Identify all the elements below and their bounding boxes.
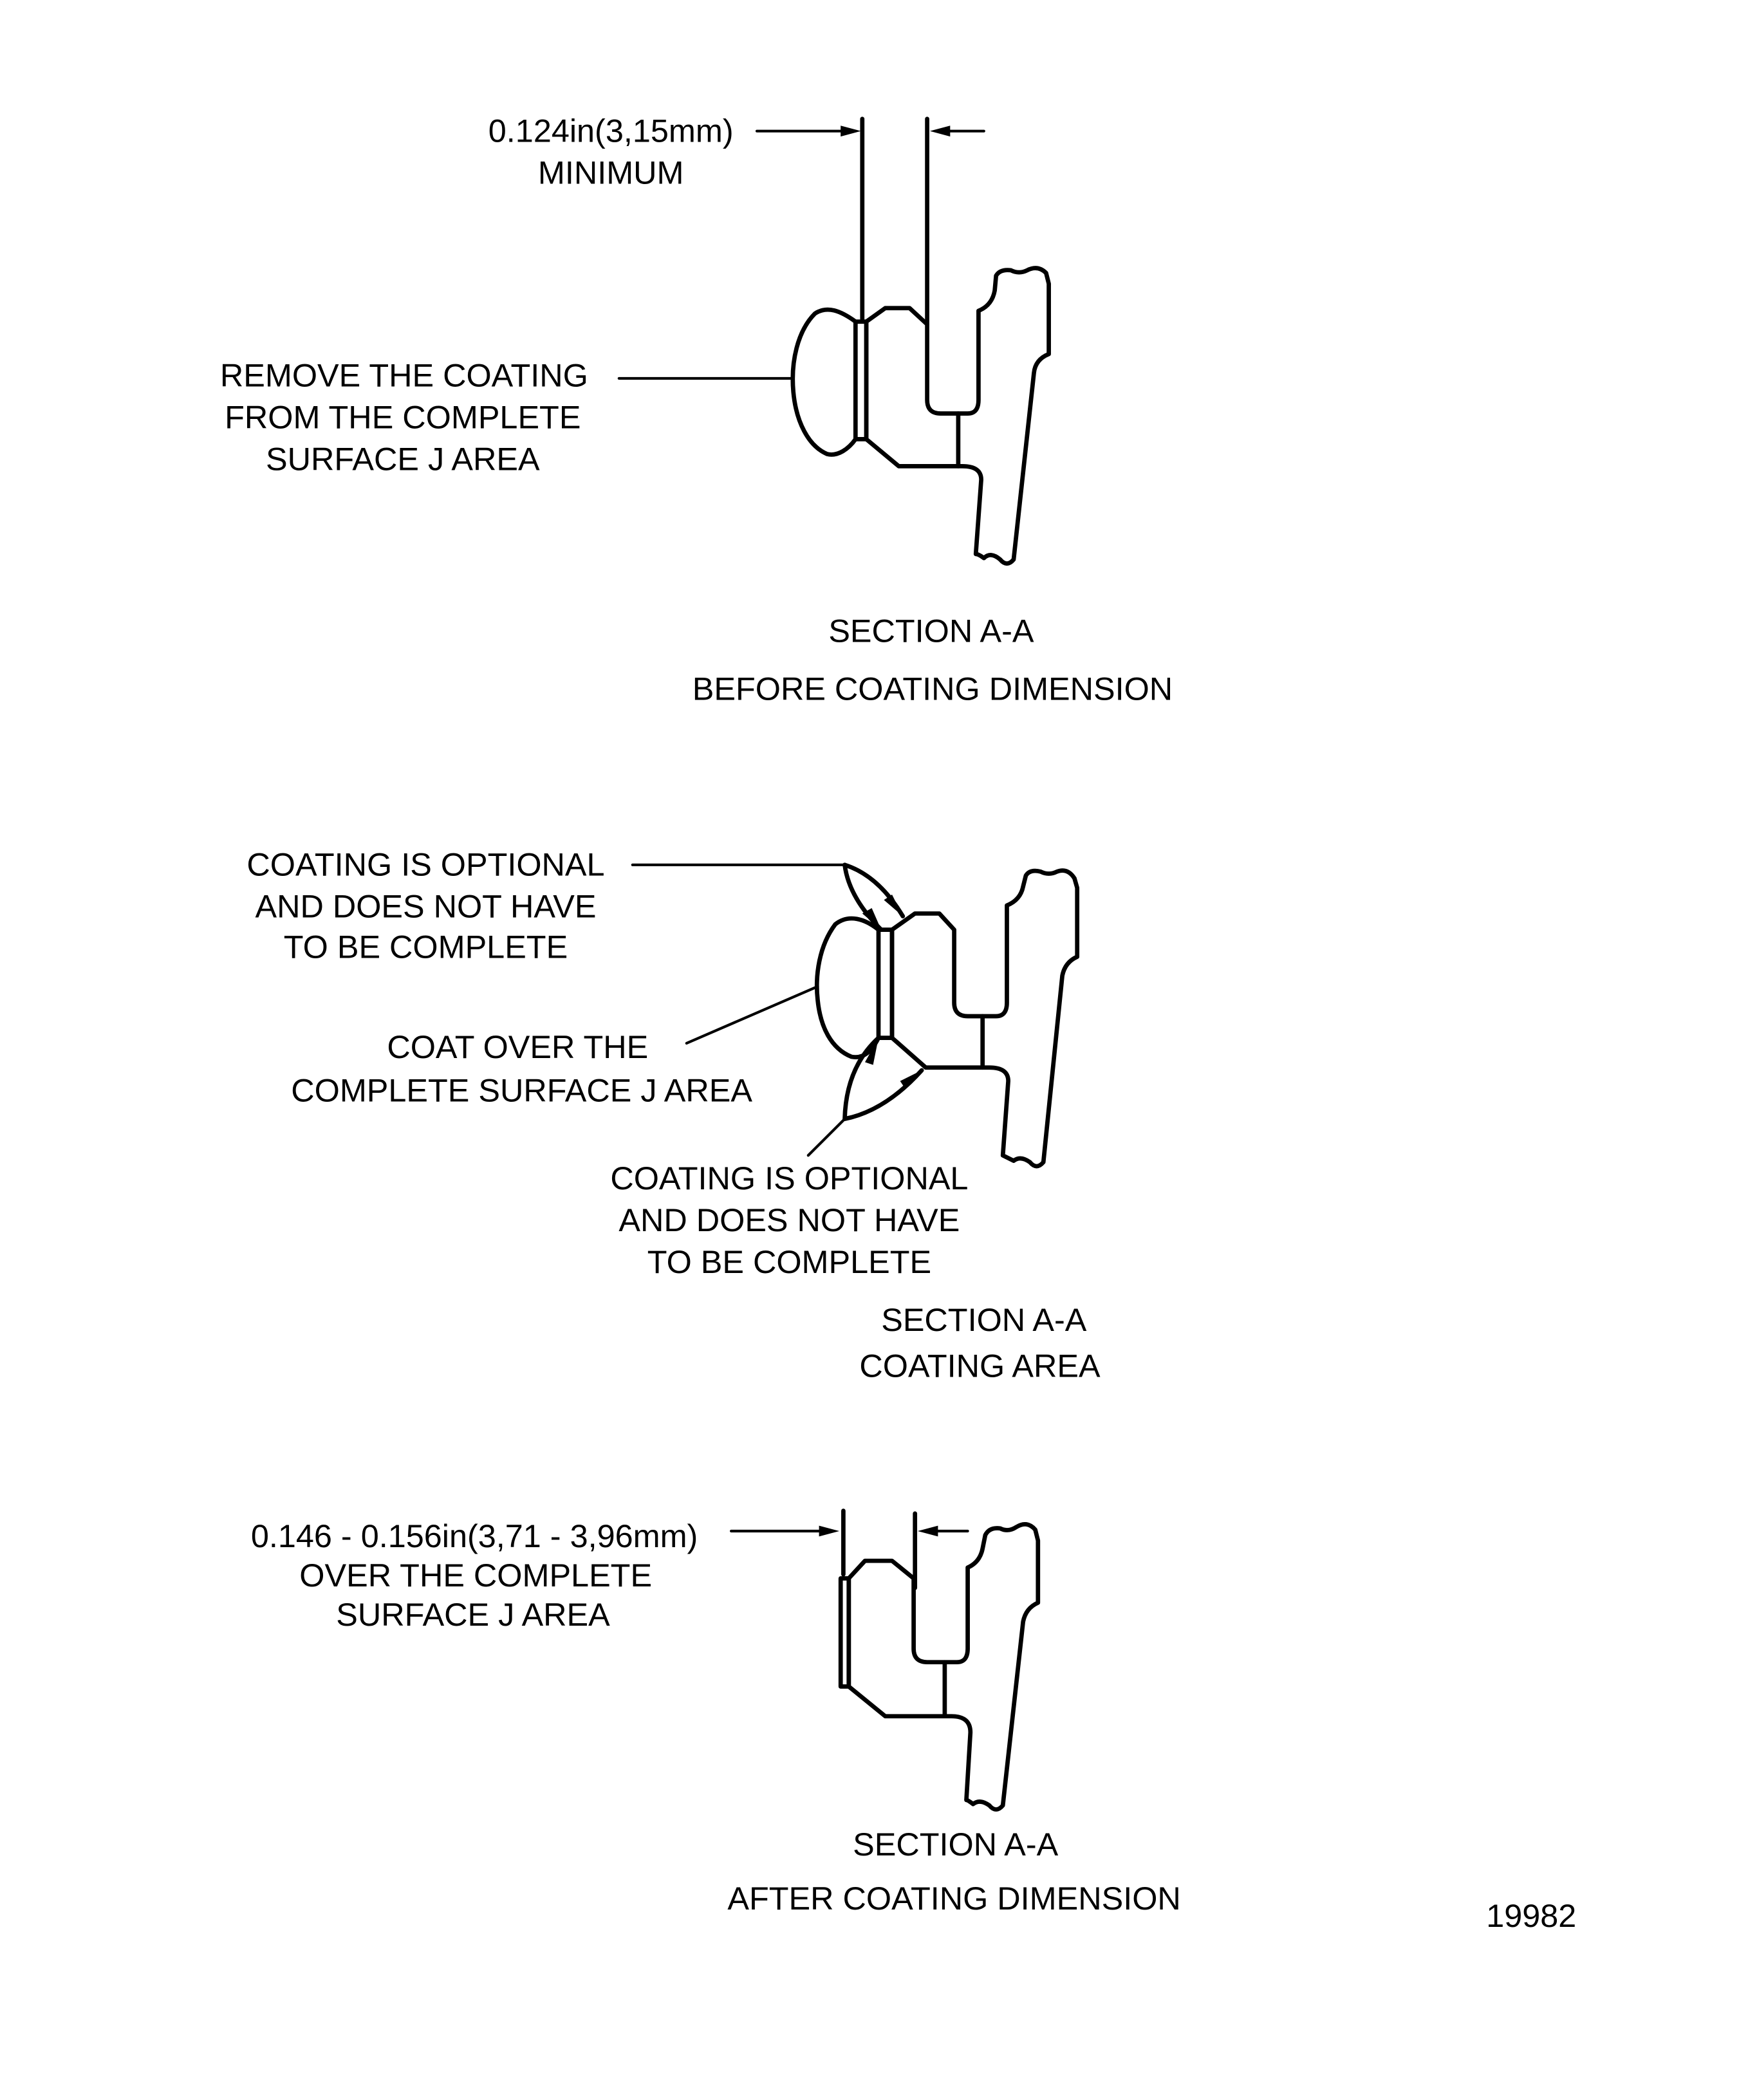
section-caption: SECTION A-A	[828, 612, 1034, 649]
callout-text: COAT OVER THE	[387, 1028, 649, 1066]
callout-text: TO BE COMPLETE	[647, 1243, 932, 1280]
dimension-label: 0.146 - 0.156in(3,71 - 3,96mm)	[250, 1518, 698, 1555]
callout-text: AND DOES NOT HAVE	[618, 1201, 960, 1238]
callout-text: REMOVE THE COATING	[219, 357, 588, 394]
callout-leader	[687, 987, 818, 1043]
section-caption: SECTION A-A	[881, 1301, 1087, 1339]
arrowhead-icon	[841, 125, 861, 136]
callout-leader	[808, 1119, 845, 1156]
callout-text: COATING IS OPTIONAL	[610, 1159, 969, 1196]
arrowhead-icon	[918, 1526, 938, 1537]
callout-text: TO BE COMPLETE	[283, 928, 568, 965]
section-subcaption: BEFORE COATING DIMENSION	[692, 670, 1173, 707]
section-after-coating	[251, 1511, 1181, 1917]
callout-text: SURFACE J AREA	[266, 440, 540, 478]
figure-number: 19982	[1486, 1897, 1577, 1935]
section-subcaption: COATING AREA	[859, 1347, 1101, 1384]
callout-text: FROM THE COMPLETE	[225, 398, 581, 436]
callout-text: AND DOES NOT HAVE	[255, 887, 597, 925]
callout-text: COMPLETE SURFACE J AREA	[291, 1072, 752, 1109]
arrowhead-icon	[884, 895, 902, 916]
dimension-label-qualifier: SURFACE J AREA	[336, 1595, 610, 1633]
dimension-label: 0.124in(3,15mm)	[488, 112, 734, 149]
section-caption: SECTION A-A	[853, 1825, 1059, 1863]
dimension-label-qualifier: MINIMUM	[537, 154, 684, 191]
callout-text: COATING IS OPTIONAL	[246, 846, 605, 883]
dimension-label-qualifier: OVER THE COMPLETE	[299, 1557, 653, 1594]
section-coating-area	[246, 846, 1101, 1384]
arrowhead-icon	[930, 125, 951, 136]
coating-blob	[793, 310, 855, 454]
arrowhead-icon	[819, 1526, 840, 1537]
section-subcaption: AFTER COATING DIMENSION	[727, 1879, 1181, 1917]
coating-blob	[817, 918, 879, 1057]
section-before-coating	[220, 112, 1173, 707]
